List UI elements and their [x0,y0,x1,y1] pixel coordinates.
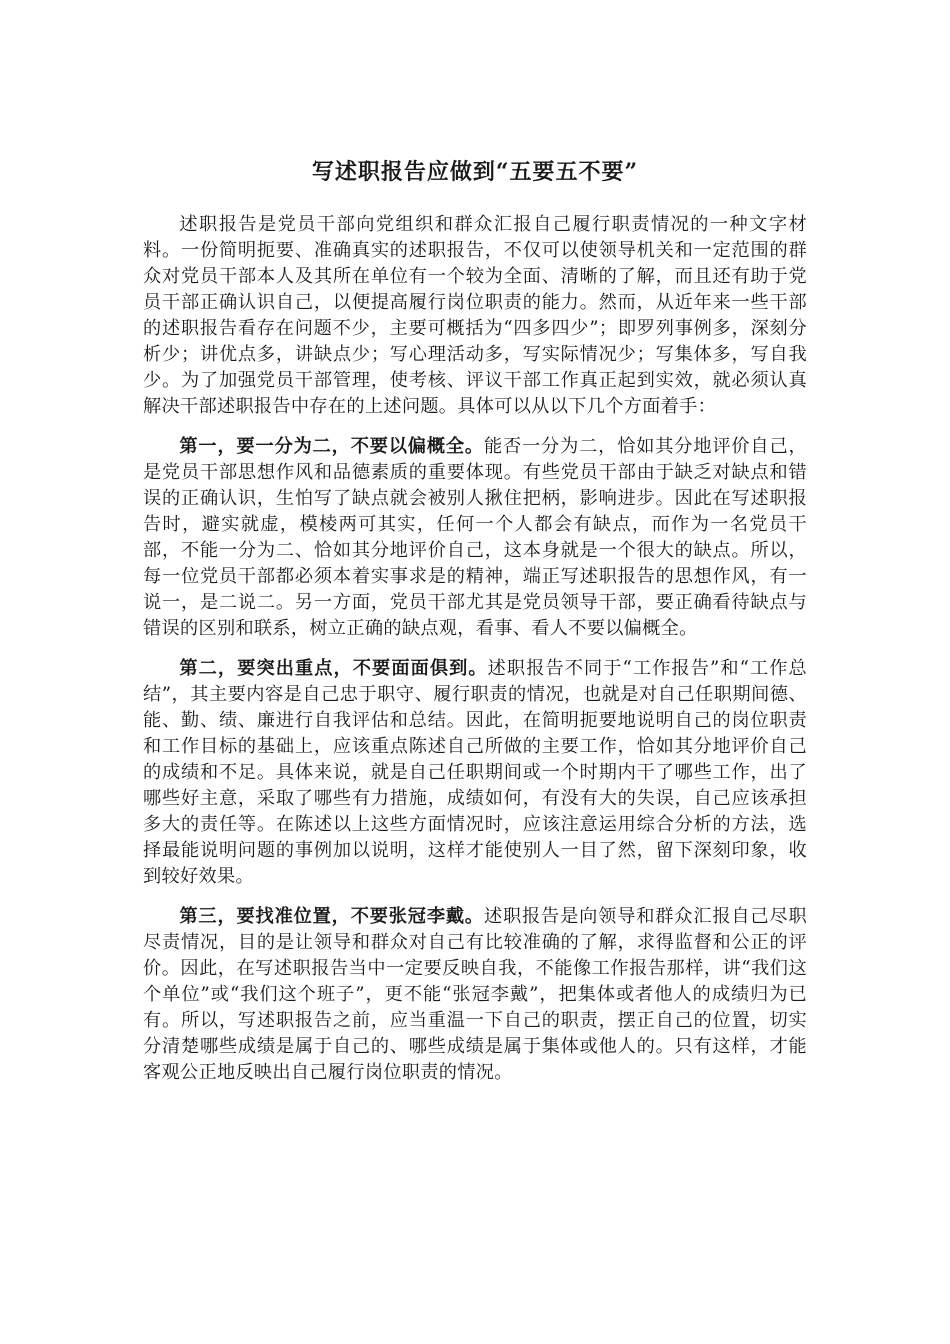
document-page [143,155,807,1100]
paragraph-text: 述职报告不同于“工作报告”和“工作总结”，其主要内容是自己忠于职守、履行职责的情况，也就是对自己任职期间德、能、勤、绩、廉进行自我评估和总结。因此，在简明扼要地说明自己的岗位职责和工作目标的基础上，应该重点陈述自己所做的主要工作，恰如其分地评价自己的成绩和不足。具体来说，就是自己任职期间或一个时期内干了哪些工作，出了哪些好主意，采取了哪些有力措施，成绩如何，有没有大的失误，自己应该承担多大的责任等。在陈述以上这些方面情况时，应该注意运用综合分析的方法，选择最能说明问题的事例加以说明，这样才能使别人一目了然，留下深刻印象，收到较好效果。 [143,658,807,887]
paragraph-text: 能否一分为二，恰如其分地评价自己，是党员干部思想作风和品德素质的重要体现。有些党员干部由于缺乏对缺点和错误的正确认识，生怕写了缺点就会被别人揪住把柄，影响进步。因此在写述职报告时，避实就虚，模棱两可其实，任何一个人都会有缺点，而作为一名党员干部，不能一分为二、恰如其分地评价自己，这本身就是一个很大的缺点。所以，每一位党员干部都必须本着实事求是的精神，端正写述职报告的思想作风，有一说一，是二说二。另一方面，党员干部尤其是党员领导干部，要正确看待缺点与错误的区别和联系，树立正确的缺点观，看事、看人不要以偏概全。 [143,436,807,639]
paragraph-text: 述职报告是向领导和群众汇报自己尽职尽责情况，目的是让领导和群众对自己有比较准确的了解，求得监督和公正的评价。因此，在写述职报告当中一定要反映自我，不能像工作报告那样，讲“我们这个单位”或“我们这个班子”，更不能“张冠李戴”，把集体或者他人的成绩归为已有。所以，写述职报告之前，应当重温一下自己的职责，摆正自己的位置，切实分清楚哪些成绩是属于自己的、哪些成绩是属于集体或他人的。只有这样，才能客观公正地反映出自己履行岗位职责的情况。 [143,906,807,1083]
point-paragraph-3 [143,904,807,1086]
paragraph-text: 述职报告是党员干部向党组织和群众汇报自己履行职责情况的一种文字材料。一份简明扼要、准确真实的述职报告，不仅可以使领导机关和一定范围的群众对党员干部本人及其所在单位有一个较为全面、清晰的了解，而且还有助于党员干部正确认识自己，以便提高履行岗位职责的能力。然而，从近年来一些干部的述职报告看存在问题不少，主要可概括为“四多四少”；即罗列事例多，深刻分析少；讲优点多，讲缺点少；写心理活动多，写实际情况少；写集体多，写自我少。为了加强党员干部管理，使考核、评议干部工作真正起到实效，就必须认真解决干部述职报告中存在的上述问题。具体可以从以下几个方面着手： [143,214,807,417]
document-title: 写述职报告应做到“五要五不要” [311,159,639,185]
paragraph-lead: 第一，要一分为二，不要以偏概全。 [179,436,484,457]
point-paragraph-1 [143,434,807,642]
paragraph-lead: 第二，要突出重点，不要面面俱到。 [179,658,488,679]
paragraph-lead: 第三，要找准位置，不要张冠李戴。 [179,906,484,927]
point-paragraph-2 [143,656,807,890]
intro-paragraph [143,212,807,420]
